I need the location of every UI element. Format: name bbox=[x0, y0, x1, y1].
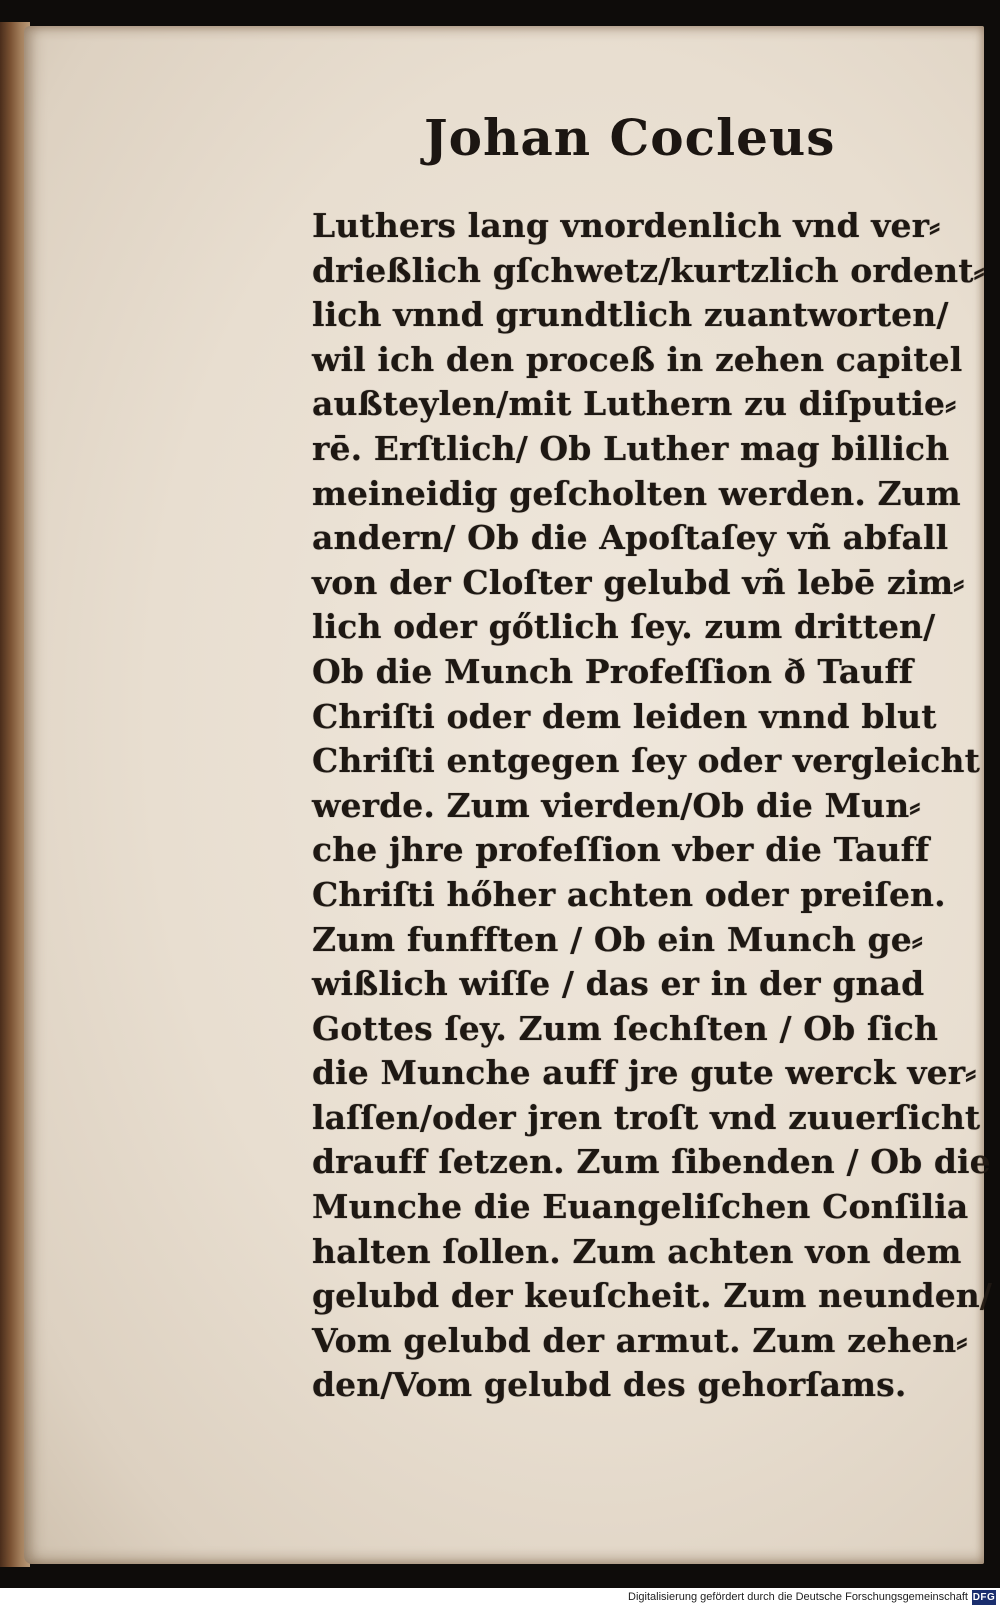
scanned-page bbox=[24, 26, 993, 1564]
funding-credit: Digitalisierung gefördert durch die Deutsche Forschungsgemeinschaft bbox=[628, 1591, 968, 1603]
text-line: lich vnnd grundtlich zuantworten/ bbox=[312, 295, 949, 335]
text-line: von der Cloſter gelubd vñ lebē zim⸗ bbox=[312, 562, 965, 602]
text-line: Chriſti hőher achten oder preiſen. bbox=[312, 874, 946, 914]
text-line: Chriſti oder dem leiden vnnd blut bbox=[312, 696, 937, 736]
body-text bbox=[312, 204, 993, 1408]
text-line: Luthers lang vnordenlich vnd ver⸗ bbox=[312, 206, 941, 245]
text-line: den/Vom gelubd des gehorſams. bbox=[312, 1365, 907, 1405]
running-head: Johan Cocleus bbox=[424, 108, 836, 167]
dfg-logo-icon: DFG bbox=[972, 1592, 996, 1603]
text-line: halten ſollen. Zum achten von dem bbox=[312, 1231, 962, 1271]
text-line: laſſen/oder jren troſt vnd zuuerſicht bbox=[312, 1097, 981, 1137]
text-line: wil ich den proceß in zehen capitel bbox=[312, 339, 963, 379]
text-line: drauff ſetzen. Zum ſibenden / Ob die bbox=[312, 1142, 991, 1182]
text-line: meineidig geſcholten werden. Zum bbox=[312, 473, 961, 513]
text-line: Ob die Munch Profeſſion ð Tauff bbox=[312, 651, 914, 691]
text-line: wißlich wiſſe / das er in der gnad bbox=[312, 964, 925, 1004]
text-line: che jhre profeſſion vber die Tauff bbox=[312, 830, 930, 870]
text-line: außteylen/mit Luthern zu diſputie⸗ bbox=[312, 384, 957, 424]
text-line: Chriſti entgegen ſey oder vergleicht bbox=[312, 741, 980, 781]
text-line: gelubd der keuſcheit. Zum neunden/ bbox=[312, 1276, 993, 1316]
text-line: andern/ Ob die Apoſtaſey vñ abfall bbox=[312, 518, 949, 558]
text-line: lich oder gőtlich ſey. zum dritten/ bbox=[312, 607, 936, 647]
text-line: Vom gelubd der armut. Zum zehen⸗ bbox=[312, 1320, 968, 1360]
text-line: rē. Erſtlich/ Ob Luther mag billich bbox=[312, 428, 950, 468]
text-line: drießlich gſchwetz/kurtzlich ordent⸗ bbox=[312, 250, 985, 290]
text-line: Gottes ſey. Zum ſechſten / Ob ſich bbox=[312, 1008, 939, 1048]
text-line: die Munche auff jre gute werck ver⸗ bbox=[312, 1053, 977, 1093]
text-line: Zum funfften / Ob ein Munch ge⸗ bbox=[312, 919, 923, 959]
text-line: Munche die Euangeliſchen Conſilia bbox=[312, 1187, 969, 1227]
text-line: werde. Zum vierden/Ob die Mun⸗ bbox=[312, 785, 921, 825]
